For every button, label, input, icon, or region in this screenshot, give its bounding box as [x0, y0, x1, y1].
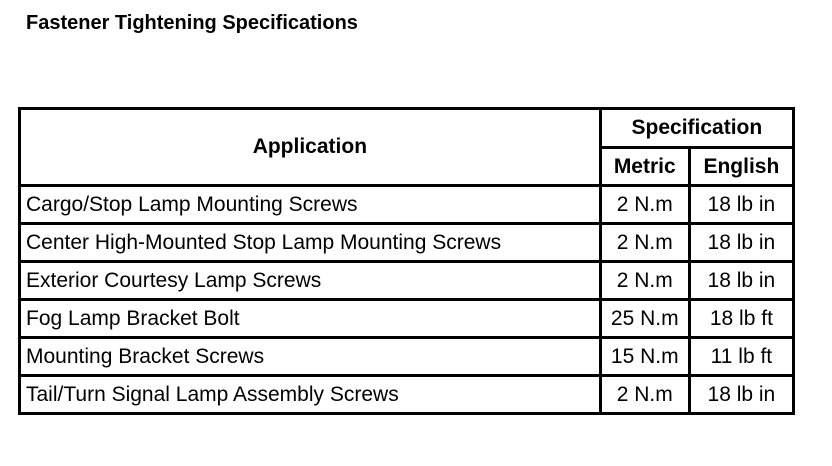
application-cell: Tail/Turn Signal Lamp Assembly Screws [20, 376, 601, 414]
application-cell: Cargo/Stop Lamp Mounting Screws [20, 186, 601, 224]
english-cell: 18 lb in [689, 262, 793, 300]
english-cell: 18 lb in [689, 224, 793, 262]
english-column-header: English [689, 148, 793, 186]
metric-cell: 2 N.m [600, 224, 689, 262]
table-row [20, 262, 794, 300]
table-row [20, 224, 794, 262]
metric-cell: 15 N.m [600, 338, 689, 376]
table-row [20, 300, 794, 338]
application-cell: Exterior Courtesy Lamp Screws [20, 262, 601, 300]
metric-cell: 2 N.m [600, 376, 689, 414]
table-row [20, 376, 794, 414]
application-cell: Mounting Bracket Screws [20, 338, 601, 376]
fastener-spec-table [18, 107, 795, 415]
application-column-header: Application [20, 109, 601, 186]
application-cell: Center High-Mounted Stop Lamp Mounting Screws [20, 224, 601, 262]
table-row [20, 338, 794, 376]
english-cell: 11 lb ft [689, 338, 793, 376]
metric-cell: 25 N.m [600, 300, 689, 338]
application-cell: Fog Lamp Bracket Bolt [20, 300, 601, 338]
english-cell: 18 lb in [689, 376, 793, 414]
metric-cell: 2 N.m [600, 262, 689, 300]
specification-column-header: Specification [600, 109, 793, 148]
table-row [20, 186, 794, 224]
metric-cell: 2 N.m [600, 186, 689, 224]
page-title: Fastener Tightening Specifications [26, 12, 358, 34]
metric-column-header: Metric [600, 148, 689, 186]
english-cell: 18 lb in [689, 186, 793, 224]
english-cell: 18 lb ft [689, 300, 793, 338]
